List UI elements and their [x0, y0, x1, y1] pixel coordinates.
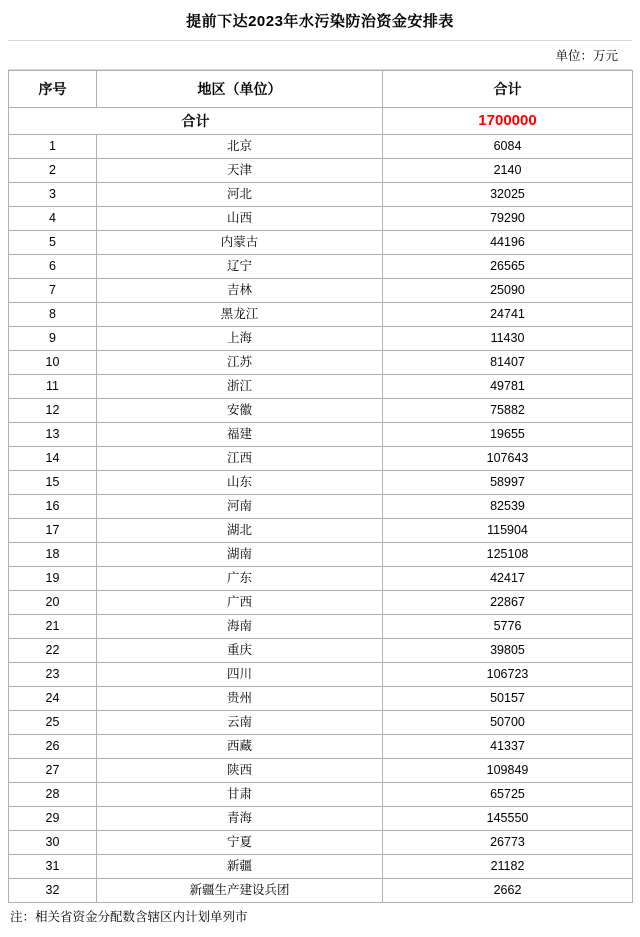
- title-row: [8, 0, 632, 41]
- cell-index: 27: [9, 759, 97, 783]
- cell-total: 39805: [383, 639, 633, 663]
- table-row: [9, 543, 633, 567]
- table-row: [9, 183, 633, 207]
- cell-index: 23: [9, 663, 97, 687]
- cell-region: 西藏: [97, 735, 383, 759]
- cell-index: 16: [9, 495, 97, 519]
- cell-index: 11: [9, 375, 97, 399]
- table-body: [9, 108, 633, 903]
- table-header: [9, 71, 633, 108]
- cell-total: 107643: [383, 447, 633, 471]
- table-row: [9, 327, 633, 351]
- cell-region: 湖北: [97, 519, 383, 543]
- cell-total: 11430: [383, 327, 633, 351]
- cell-total: 19655: [383, 423, 633, 447]
- table-row: [9, 231, 633, 255]
- cell-index: 18: [9, 543, 97, 567]
- cell-region: 河南: [97, 495, 383, 519]
- table-row: [9, 735, 633, 759]
- cell-total: 21182: [383, 855, 633, 879]
- table-row: [9, 207, 633, 231]
- column-header-total: 合计: [383, 71, 633, 108]
- unit-label: 单位：万元: [555, 49, 618, 63]
- cell-region: 江苏: [97, 351, 383, 375]
- total-value: 1700000: [383, 108, 633, 135]
- cell-region: 重庆: [97, 639, 383, 663]
- cell-index: 6: [9, 255, 97, 279]
- cell-total: 22867: [383, 591, 633, 615]
- cell-index: 19: [9, 567, 97, 591]
- column-header-index: 序号: [9, 71, 97, 108]
- table-row: [9, 423, 633, 447]
- cell-total: 24741: [383, 303, 633, 327]
- cell-region: 内蒙古: [97, 231, 383, 255]
- cell-region: 广西: [97, 591, 383, 615]
- cell-region: 云南: [97, 711, 383, 735]
- cell-index: 15: [9, 471, 97, 495]
- column-header-region: 地区（单位）: [97, 71, 383, 108]
- table-row: [9, 471, 633, 495]
- cell-total: 44196: [383, 231, 633, 255]
- cell-index: 24: [9, 687, 97, 711]
- table-row: [9, 807, 633, 831]
- cell-index: 4: [9, 207, 97, 231]
- cell-total: 6084: [383, 135, 633, 159]
- table-row: [9, 879, 633, 903]
- cell-index: 21: [9, 615, 97, 639]
- cell-total: 145550: [383, 807, 633, 831]
- table-row: [9, 663, 633, 687]
- table-row: [9, 255, 633, 279]
- page-title: 提前下达2023年水污染防治资金安排表: [186, 12, 454, 30]
- cell-total: 26773: [383, 831, 633, 855]
- cell-total: 41337: [383, 735, 633, 759]
- table-row: [9, 759, 633, 783]
- cell-index: 12: [9, 399, 97, 423]
- cell-region: 山西: [97, 207, 383, 231]
- cell-index: 5: [9, 231, 97, 255]
- cell-index: 29: [9, 807, 97, 831]
- cell-index: 10: [9, 351, 97, 375]
- cell-total: 50700: [383, 711, 633, 735]
- cell-index: 14: [9, 447, 97, 471]
- table-row: [9, 351, 633, 375]
- cell-index: 17: [9, 519, 97, 543]
- table-row: [9, 615, 633, 639]
- table-row: [9, 303, 633, 327]
- total-label: 合计: [9, 108, 383, 135]
- table-row: [9, 711, 633, 735]
- cell-total: 50157: [383, 687, 633, 711]
- table-row: [9, 855, 633, 879]
- cell-index: 25: [9, 711, 97, 735]
- cell-region: 湖南: [97, 543, 383, 567]
- cell-region: 河北: [97, 183, 383, 207]
- cell-index: 8: [9, 303, 97, 327]
- table-row: [9, 591, 633, 615]
- table-row: [9, 279, 633, 303]
- funding-table: [8, 70, 633, 903]
- cell-region: 四川: [97, 663, 383, 687]
- cell-region: 北京: [97, 135, 383, 159]
- cell-total: 2140: [383, 159, 633, 183]
- cell-total: 42417: [383, 567, 633, 591]
- cell-index: 30: [9, 831, 97, 855]
- cell-total: 115904: [383, 519, 633, 543]
- cell-region: 安徽: [97, 399, 383, 423]
- table-row: [9, 135, 633, 159]
- cell-region: 上海: [97, 327, 383, 351]
- table-row: [9, 519, 633, 543]
- table-row: [9, 687, 633, 711]
- cell-total: 109849: [383, 759, 633, 783]
- table-row: [9, 447, 633, 471]
- cell-total: 58997: [383, 471, 633, 495]
- cell-total: 79290: [383, 207, 633, 231]
- cell-total: 32025: [383, 183, 633, 207]
- cell-region: 青海: [97, 807, 383, 831]
- table-header-row: [9, 71, 633, 108]
- table-row: [9, 495, 633, 519]
- table-total-row: [9, 108, 633, 135]
- cell-total: 75882: [383, 399, 633, 423]
- cell-total: 125108: [383, 543, 633, 567]
- cell-region: 辽宁: [97, 255, 383, 279]
- cell-region: 吉林: [97, 279, 383, 303]
- cell-index: 20: [9, 591, 97, 615]
- cell-region: 浙江: [97, 375, 383, 399]
- cell-region: 福建: [97, 423, 383, 447]
- cell-index: 9: [9, 327, 97, 351]
- table-note: 注：相关省资金分配数含辖区内计划单列市: [10, 910, 248, 924]
- cell-index: 13: [9, 423, 97, 447]
- cell-index: 32: [9, 879, 97, 903]
- table-row: [9, 831, 633, 855]
- cell-total: 65725: [383, 783, 633, 807]
- cell-region: 广东: [97, 567, 383, 591]
- cell-total: 2662: [383, 879, 633, 903]
- cell-total: 106723: [383, 663, 633, 687]
- cell-region: 宁夏: [97, 831, 383, 855]
- table-row: [9, 639, 633, 663]
- cell-index: 26: [9, 735, 97, 759]
- cell-total: 49781: [383, 375, 633, 399]
- cell-region: 海南: [97, 615, 383, 639]
- cell-total: 5776: [383, 615, 633, 639]
- cell-index: 1: [9, 135, 97, 159]
- cell-index: 7: [9, 279, 97, 303]
- cell-region: 陕西: [97, 759, 383, 783]
- table-row: [9, 399, 633, 423]
- cell-total: 81407: [383, 351, 633, 375]
- cell-total: 82539: [383, 495, 633, 519]
- cell-index: 3: [9, 183, 97, 207]
- table-row: [9, 783, 633, 807]
- table-row: [9, 567, 633, 591]
- cell-index: 2: [9, 159, 97, 183]
- table-row: [9, 375, 633, 399]
- cell-region: 新疆生产建设兵团: [97, 879, 383, 903]
- cell-region: 新疆: [97, 855, 383, 879]
- cell-index: 22: [9, 639, 97, 663]
- cell-total: 25090: [383, 279, 633, 303]
- cell-region: 甘肃: [97, 783, 383, 807]
- cell-index: 31: [9, 855, 97, 879]
- cell-index: 28: [9, 783, 97, 807]
- cell-region: 黑龙江: [97, 303, 383, 327]
- cell-region: 山东: [97, 471, 383, 495]
- unit-row: [8, 41, 632, 70]
- cell-region: 江西: [97, 447, 383, 471]
- table-row: [9, 159, 633, 183]
- cell-region: 贵州: [97, 687, 383, 711]
- cell-region: 天津: [97, 159, 383, 183]
- cell-total: 26565: [383, 255, 633, 279]
